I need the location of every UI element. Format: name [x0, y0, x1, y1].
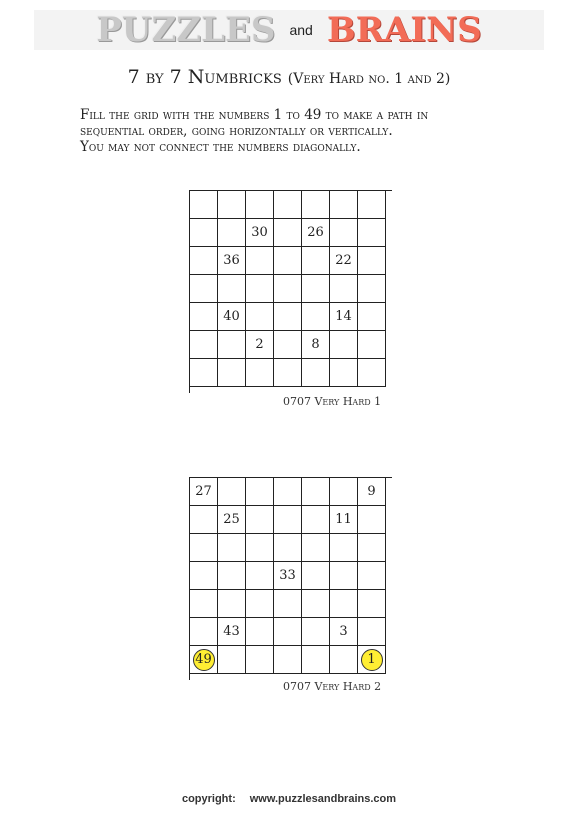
grid-cell[interactable]	[246, 303, 274, 331]
logo-and: and	[289, 22, 313, 38]
grid-cell[interactable]	[190, 534, 218, 562]
grid-cell[interactable]	[190, 562, 218, 590]
cell-value: 27	[195, 484, 212, 499]
grid-cell[interactable]	[274, 331, 302, 359]
grid-cell[interactable]	[246, 275, 274, 303]
grid-cell[interactable]	[302, 219, 330, 247]
cell-value: 25	[223, 512, 240, 527]
grid-cell[interactable]	[358, 646, 386, 674]
grid-cell[interactable]	[274, 562, 302, 590]
grid-cell[interactable]	[190, 590, 218, 618]
copyright-label: copyright:	[181, 793, 236, 805]
grid-cell[interactable]	[274, 506, 302, 534]
cell-value: 36	[223, 253, 240, 268]
grid-cell[interactable]	[330, 275, 358, 303]
grid-cell[interactable]	[190, 478, 218, 506]
grid-cell[interactable]	[190, 303, 218, 331]
grid-cell[interactable]	[218, 534, 246, 562]
grid-cell[interactable]	[218, 506, 246, 534]
website-link[interactable]: www.puzzlesandbrains.com	[249, 793, 397, 805]
grid-cell[interactable]	[302, 562, 330, 590]
grid-cell[interactable]	[218, 562, 246, 590]
grid-cell[interactable]	[274, 590, 302, 618]
grid-cell[interactable]	[330, 219, 358, 247]
cell-value: 3	[339, 624, 348, 639]
grid-cell[interactable]	[218, 590, 246, 618]
grid-cell[interactable]	[330, 359, 358, 387]
grid-cell[interactable]	[190, 646, 218, 674]
puzzle-caption-1: 0707 Very Hard 1	[283, 395, 382, 408]
grid-cell[interactable]	[330, 646, 358, 674]
grid-cell[interactable]	[246, 562, 274, 590]
cell-value: 14	[335, 309, 352, 324]
grid-cell[interactable]	[246, 247, 274, 275]
puzzle-grid-2	[189, 477, 392, 680]
grid-cell[interactable]	[218, 478, 246, 506]
grid-cell[interactable]	[358, 478, 386, 506]
cell-value: 30	[251, 225, 268, 240]
grid-cell[interactable]	[190, 191, 218, 219]
grid-cell[interactable]	[358, 534, 386, 562]
grid-cell[interactable]	[302, 618, 330, 646]
cell-value: 2	[255, 337, 264, 352]
grid-cell[interactable]	[358, 618, 386, 646]
grid-cell[interactable]	[302, 534, 330, 562]
grid-cell[interactable]	[302, 247, 330, 275]
grid-cell[interactable]	[330, 590, 358, 618]
grid-cell[interactable]	[330, 534, 358, 562]
grid-cell[interactable]	[246, 191, 274, 219]
circled-cell-value: 49	[193, 649, 215, 671]
grid-cell[interactable]	[218, 275, 246, 303]
grid-cell[interactable]	[218, 331, 246, 359]
grid-cell[interactable]	[246, 478, 274, 506]
grid-cell[interactable]	[302, 506, 330, 534]
cell-value: 22	[335, 253, 352, 268]
circled-cell-value: 1	[361, 649, 383, 671]
grid-cell[interactable]	[330, 562, 358, 590]
grid-cell[interactable]	[358, 331, 386, 359]
grid-cell[interactable]	[358, 219, 386, 247]
grid-cell[interactable]	[358, 247, 386, 275]
grid-cell[interactable]	[274, 359, 302, 387]
grid-cell[interactable]	[190, 506, 218, 534]
grid-cell[interactable]	[218, 191, 246, 219]
grid-cell[interactable]	[246, 219, 274, 247]
grid-cell[interactable]	[358, 590, 386, 618]
grid-cell[interactable]	[330, 331, 358, 359]
grid-cell[interactable]	[302, 275, 330, 303]
puzzle-caption-2: 0707 Very Hard 2	[283, 680, 382, 693]
grid-cell[interactable]	[190, 219, 218, 247]
grid-cell[interactable]	[330, 191, 358, 219]
grid-cell[interactable]	[218, 219, 246, 247]
footer-copyright	[0, 793, 578, 805]
header-banner	[34, 10, 544, 50]
grid-cell[interactable]	[302, 646, 330, 674]
grid-cell[interactable]	[246, 646, 274, 674]
instruction-line: Fill the grid with the numbers 1 to 49 to make a path in	[80, 107, 429, 123]
grid-cell[interactable]	[274, 219, 302, 247]
grid-cell[interactable]	[246, 618, 274, 646]
grid-cell[interactable]	[190, 247, 218, 275]
grid-cell[interactable]	[302, 331, 330, 359]
grid-cell[interactable]	[218, 618, 246, 646]
grid-cell[interactable]	[246, 331, 274, 359]
grid-cell[interactable]	[330, 506, 358, 534]
grid-cell[interactable]	[274, 275, 302, 303]
grid-cell[interactable]	[274, 646, 302, 674]
grid-cell[interactable]	[246, 506, 274, 534]
grid-cell[interactable]	[190, 275, 218, 303]
grid-cell[interactable]	[218, 646, 246, 674]
grid-cell[interactable]	[246, 359, 274, 387]
grid-cell[interactable]	[302, 478, 330, 506]
instruction-line: sequential order, going horizontally or vertically.	[80, 123, 393, 139]
grid-cell[interactable]	[358, 303, 386, 331]
grid-cell[interactable]	[302, 359, 330, 387]
cell-value: 40	[223, 309, 240, 324]
instruction-line: You may not connect the numbers diagonally.	[80, 139, 361, 155]
grid-cell[interactable]	[302, 590, 330, 618]
grid-cell[interactable]	[358, 506, 386, 534]
logo-brains: BRAINS	[326, 10, 482, 50]
cell-value: 43	[223, 624, 240, 639]
grid-cell[interactable]	[330, 478, 358, 506]
puzzle-grid-1	[189, 190, 392, 393]
grid-cell[interactable]	[274, 303, 302, 331]
grid-cell[interactable]	[358, 191, 386, 219]
cell-value: 33	[279, 568, 296, 583]
grid-cell[interactable]	[358, 562, 386, 590]
grid-cell[interactable]	[302, 191, 330, 219]
grid-cell[interactable]	[358, 359, 386, 387]
grid-cell[interactable]	[274, 618, 302, 646]
grid-cell[interactable]	[330, 303, 358, 331]
logo-puzzles: PUZZLES	[96, 10, 276, 50]
grid-cell[interactable]	[274, 478, 302, 506]
grid-cell[interactable]	[274, 191, 302, 219]
grid-cell[interactable]	[274, 534, 302, 562]
grid-cell[interactable]	[190, 618, 218, 646]
cell-value: 8	[311, 337, 320, 352]
title-main: 7 by 7 Numbricks	[127, 66, 282, 88]
grid-cell[interactable]	[190, 331, 218, 359]
grid-cell[interactable]	[274, 247, 302, 275]
cell-value: 26	[307, 225, 324, 240]
grid-cell[interactable]	[302, 303, 330, 331]
grid-cell[interactable]	[190, 359, 218, 387]
grid-cell[interactable]	[218, 359, 246, 387]
grid-cell[interactable]	[330, 618, 358, 646]
grid-cell[interactable]	[218, 303, 246, 331]
title-sub: (Very Hard no. 1 and 2)	[287, 71, 451, 87]
grid-cell[interactable]	[358, 275, 386, 303]
grid-cell[interactable]	[246, 534, 274, 562]
cell-value: 9	[367, 484, 376, 499]
page-title	[0, 66, 578, 88]
grid-cell[interactable]	[330, 247, 358, 275]
cell-value: 11	[335, 512, 352, 527]
grid-cell[interactable]	[246, 590, 274, 618]
grid-cell[interactable]	[218, 247, 246, 275]
instructions	[80, 107, 540, 155]
